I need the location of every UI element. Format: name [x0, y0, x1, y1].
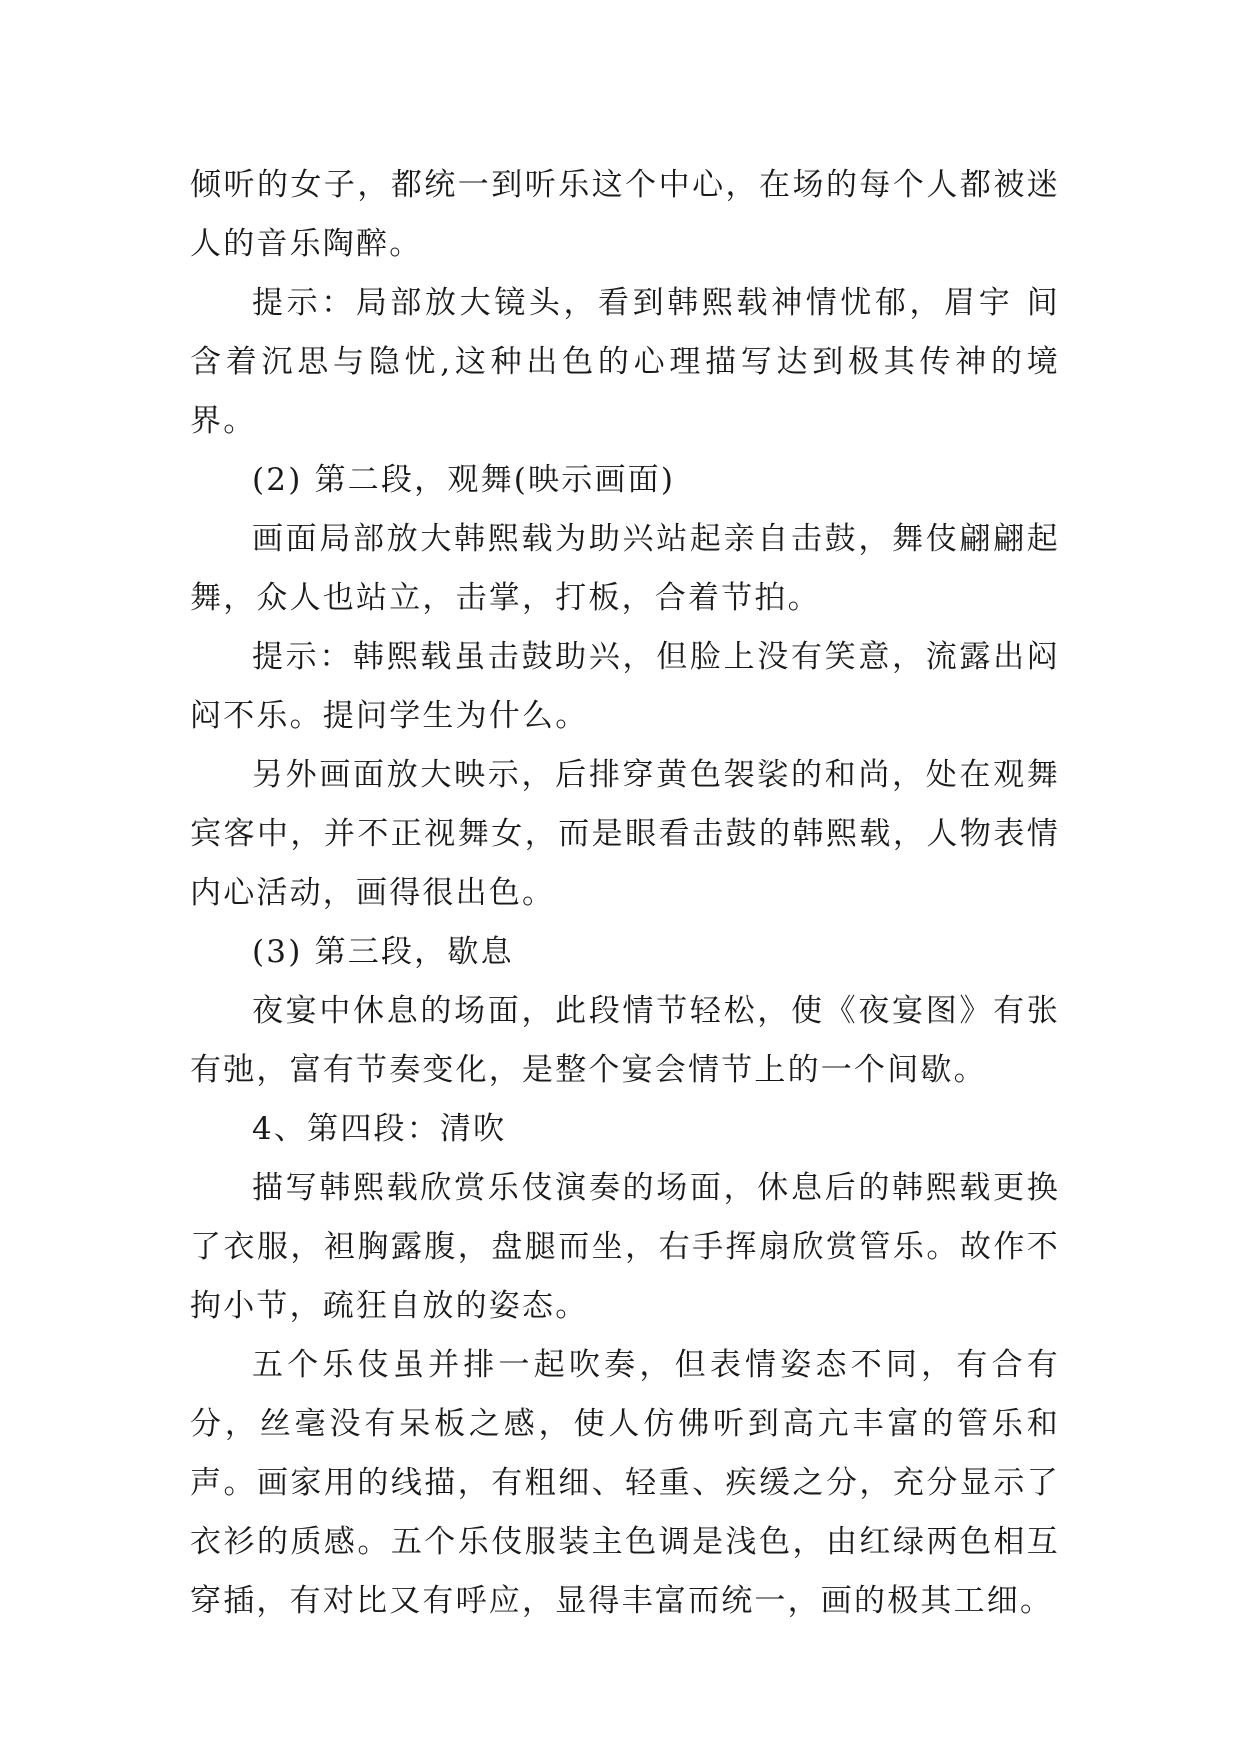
paragraph-6: 另外画面放大映示，后排穿黄色袈裟的和尚，处在观舞宾客中，并不正视舞女，而是眼看击鼓的韩熙载，人物表情内心活动，画得很出色。: [190, 757, 1060, 911]
section-heading-4: 4、第四段：清吹: [252, 1111, 507, 1147]
document-page: [190, 156, 1060, 1631]
paragraph-2: 提示：局部放大镜头，看到韩熙载神情忧郁，眉宇 间含着沉思与隐忧,这种出色的心理描写达到极其传神的境界。: [190, 285, 1060, 439]
paragraph-4: 画面局部放大韩熙载为助兴站起亲自击鼓，舞伎翩翩起舞，众人也站立，击掌，打板，合着节拍。: [190, 521, 1060, 616]
section-heading-3: (3) 第三段，歇息: [252, 934, 514, 970]
section-heading-2: (2) 第二段，观舞(映示画面): [252, 462, 676, 498]
paragraph-10: 描写韩熙载欣赏乐伎演奏的场面，休息后的韩熙载更换了衣服，袒胸露腹，盘腿而坐，右手挥扇欣赏管乐。故作不拘小节，疏狂自放的姿态。: [190, 1170, 1060, 1324]
paragraph-8: 夜宴中休息的场面，此段情节轻松，使《夜宴图》有张有弛，富有节奏变化，是整个宴会情节上的一个间歇。: [190, 993, 1060, 1088]
paragraph-5: 提示：韩熙载虽击鼓助兴，但脸上没有笑意，流露出闷闷不乐。提问学生为什么。: [190, 639, 1060, 734]
paragraph-11: 五个乐伎虽并排一起吹奏，但表情姿态不同，有合有分，丝毫没有呆板之感，使人仿佛听到高亢丰富的管乐和声。画家用的线描，有粗细、轻重、疾缓之分，充分显示了衣衫的质感。五个乐伎服装主色调是浅色，由红绿两色相互穿插，有对比又有呼应，显得丰富而统一，画的极其工细。: [190, 1347, 1060, 1619]
paragraph-1: 倾听的女子，都统一到听乐这个中心，在场的每个人都被迷人的音乐陶醉。: [190, 167, 1060, 262]
